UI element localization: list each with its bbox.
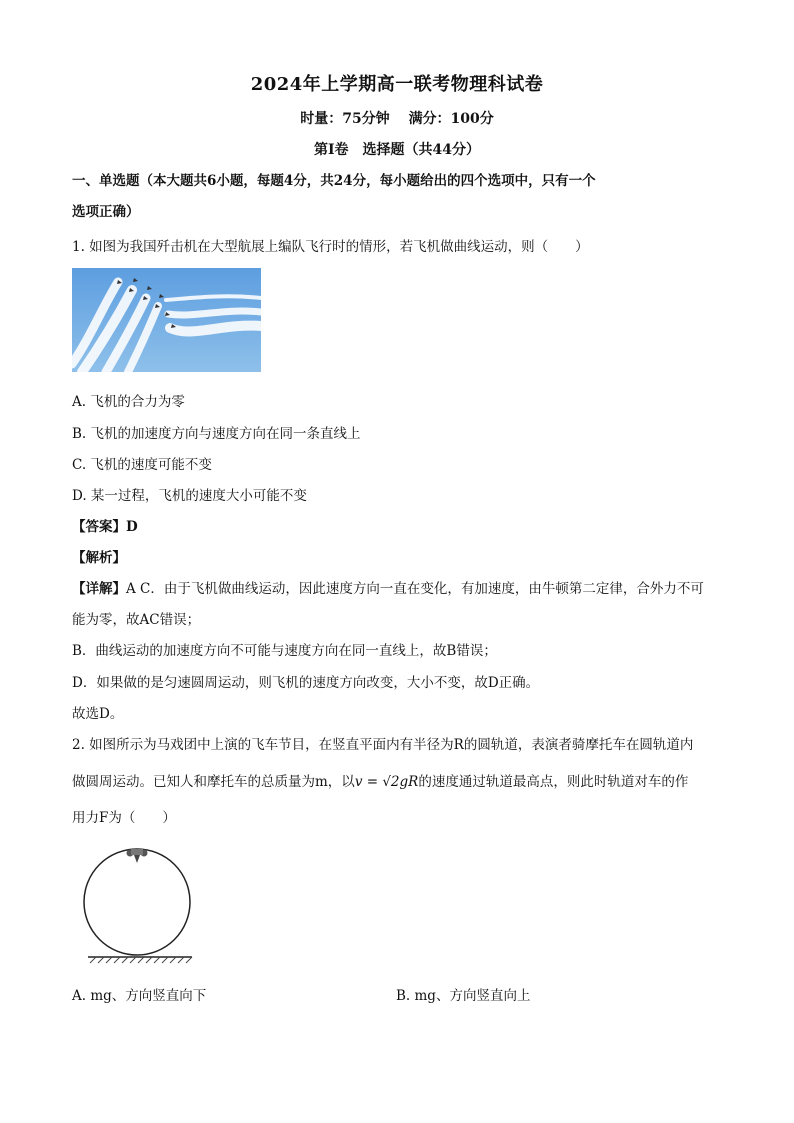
q1-detail-line2: 能为零，故AC错误； (72, 612, 201, 628)
q2-option-b: B. mg、方向竖直向上 (396, 988, 531, 1004)
q1-detail-line4: D．如果做的是匀速圆周运动，则飞机的速度方向改变，大小不变，故D正确。 (72, 675, 540, 691)
q2-velocity-formula: v = √2gR (354, 774, 419, 790)
q1-option-d: D. 某一过程，飞机的速度大小可能不变 (72, 488, 307, 504)
exam-time: 时量：75分钟 (300, 111, 390, 127)
q1-detail-line1 (72, 577, 704, 597)
q1-analysis-label: 【解析】 (72, 550, 126, 566)
loop-track-diagram (80, 840, 200, 965)
q1-detail-text1: A C．由于飞机做曲线运动，因此速度方向一直在变化，有加速度，由牛顿第二定律，合外力不可 (126, 581, 704, 597)
q1-detail-line5: 故选D。 (72, 706, 124, 722)
part-heading-line2: 选项正确） (72, 203, 140, 220)
section-heading: 第Ⅰ卷 选择题（共44分） (313, 142, 481, 158)
exam-title: 2024年上学期高一联考物理科试卷 (250, 74, 544, 95)
q2-option-a: A. mg、方向竖直向下 (72, 988, 207, 1004)
motorcycle-icon (127, 849, 148, 863)
exam-meta (0, 108, 794, 128)
q1-option-b: B. 飞机的加速度方向与速度方向在同一条直线上 (72, 426, 361, 442)
q1-option-a: A. 飞机的合力为零 (72, 394, 185, 410)
q2-stem-line2-b: 的速度通过轨道最高点，则此时轨道对车的作 (418, 774, 689, 790)
q2-stem-line2-a: 做圆周运动。已知人和摩托车的总质量为m，以 (72, 774, 355, 790)
q2-stem-line1: 2. 如图所示为马戏团中上演的飞车节目，在竖直平面内有半径为R的圆轨道，表演者骑摩托车在圆轨道内 (72, 737, 694, 753)
jet-formation-photo (72, 268, 261, 372)
q1-stem: 1. 如图为我国歼击机在大型航展上编队飞行时的情形，若飞机做曲线运动，则（ ） (72, 239, 589, 255)
q2-stem-line3: 用力F为（ ） (72, 810, 176, 826)
q1-option-c: C. 飞机的速度可能不变 (72, 457, 212, 473)
q1-answer: 【答案】D (72, 519, 138, 535)
exam-score: 满分：100分 (408, 111, 494, 127)
q2-stem-line2 (72, 770, 688, 790)
part-heading (72, 166, 722, 227)
q1-detail-tag: 【详解】 (72, 581, 126, 597)
part-heading-line1: 一、单选题（本大题共6小题，每题4分，共24分，每小题给出的四个选项中，只有一个 (72, 173, 596, 189)
q1-detail-line3: B．曲线运动的加速度方向不可能与速度方向在同一直线上，故B错误； (72, 643, 497, 659)
